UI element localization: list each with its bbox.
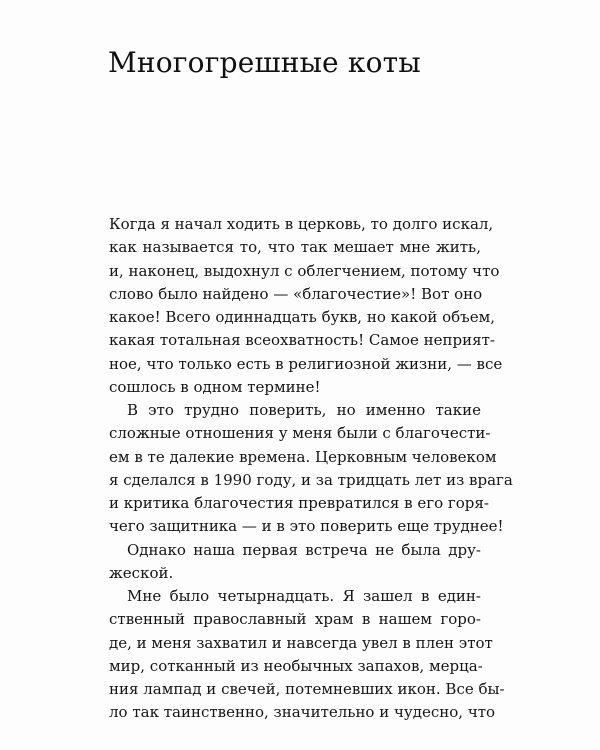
text-line: чего защитника — и в это поверить еще труднее! [109,517,504,536]
text-line: жеской. [109,563,174,582]
text-line: ния лампад и свечей, потемневших икон. Все бы- [109,680,505,698]
text-line: сложные отношения у меня были с благочести- [109,424,491,443]
text-line: какая тотальная всеохватность! Самое неприят- [109,331,495,350]
body-text [109,213,513,725]
text-line: какое! Всего одиннадцать букв, но какой объем, [109,308,496,326]
text-line: В это трудно поверить, но именно такие [127,401,481,419]
text-line: ное, что только есть в религиозной жизни, — все [109,354,503,373]
text-line: и критика благочестия превратился в его горя- [109,494,489,512]
text-line: Когда я начал ходить в церковь, то долго искал, [109,215,494,233]
text-line: мир, сотканный из необычных запахов, мерца- [109,656,483,675]
text-line: ственный православный храм в нашем горо- [109,610,481,629]
text-line: я сделался в 1990 году, и за тридцать лет из врага [109,470,513,489]
text-line: ем в те далекие времена. Церковным человеком [109,447,497,466]
text-line: слово было найдено — «благочестие»! Вот оно [109,284,483,303]
text-line: сошлось в одном термине! [109,377,321,396]
text-line: Однако наша первая встреча не была дру- [127,540,481,559]
text-line: Мне было четырнадцать. Я зашел в един- [127,587,481,605]
text-line: ло так таинственно, значительно и чудесно, что [109,703,496,722]
text-line: как называется то, что так мешает мне жить, [109,238,481,257]
text-line: де, и меня захватил и навсегда увел в плен этот [109,633,493,652]
text-line: и, наконец, выдохнул с облегчением, потому что [109,261,500,280]
chapter-title: Многогрешные коты [108,46,421,79]
